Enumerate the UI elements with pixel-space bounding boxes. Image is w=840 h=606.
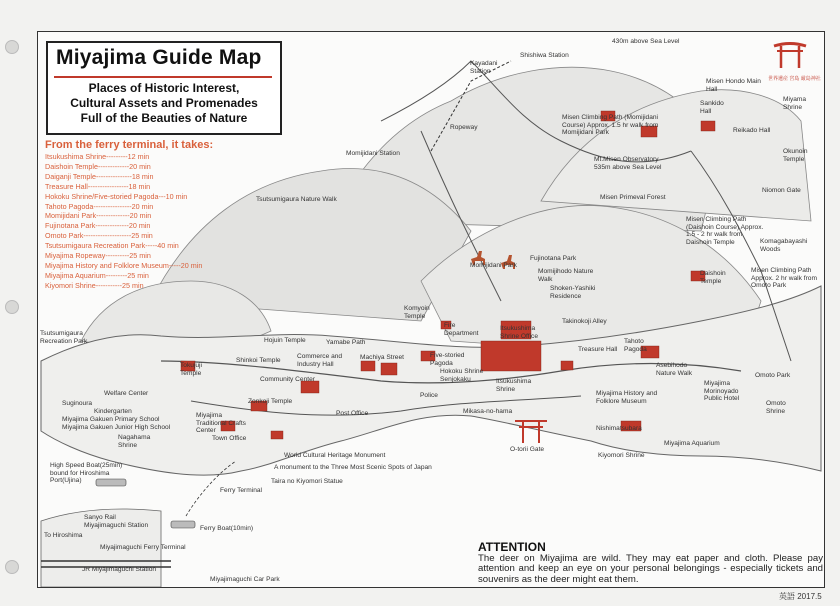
attention-heading: ATTENTION <box>478 540 546 554</box>
map-title-box <box>46 41 282 135</box>
label-nagahama: Nagahama Shrine <box>118 434 151 449</box>
label-tokuju: Tokujuji Temple <box>180 362 202 377</box>
label-suginoura: Suginoura <box>62 400 93 407</box>
label-observatory: Mt.Misen Observatory 535m above Sea Level <box>594 156 662 171</box>
travel-time-row: Daiganji Temple---------------18 min <box>45 171 154 181</box>
label-omoto-shrine: Omoto Shrine <box>766 400 786 415</box>
label-shishiiwa: Shishiwa Station <box>520 52 569 59</box>
label-machiya: Machiya Street <box>360 354 404 361</box>
label-sanyo-station: Sanyo Rail Miyajimaguchi Station <box>84 514 149 529</box>
map-title: Miyajima Guide Map <box>56 46 262 69</box>
label-momijidani-path: Misen Climbing Path (Momijidani Course) Approx. 1.5 hr walk from Momijidani Park <box>562 114 659 136</box>
travel-time-row: Fujinotana Park--------------20 min <box>45 221 151 231</box>
label-zonkoji: Zonkoji Temple <box>248 398 293 405</box>
torii-logo-icon <box>768 40 812 70</box>
label-museum: Miyajima History and Folklore Museum <box>596 390 658 405</box>
travel-time-row: Itsukushima Shrine---------12 min <box>45 152 150 161</box>
label-primeval-forest: Misen Primeval Forest <box>600 194 666 201</box>
travel-time-row: Momijidani Park--------------20 min <box>45 211 152 221</box>
label-five-storied: Five-storied Pagoda <box>430 352 465 367</box>
label-itsukushima: Itsukushima Shrine <box>496 378 532 393</box>
travel-time-row: Miyajima Aquarium---------25 min <box>45 270 149 280</box>
seal-text: 世界遺産 宮島 厳島神社 <box>768 76 821 82</box>
label-to-hiroshima: To Hiroshima <box>44 532 83 539</box>
label-tsutsumigaura-park: Tsutsumigaura Recreation Park <box>40 330 88 345</box>
travel-time-row: Miyajima History and Folklore Museum-----20 min <box>45 260 203 270</box>
label-community: Community Center <box>260 376 315 383</box>
label-hotel: Miyajima Morinoyado Public Hotel <box>704 380 740 402</box>
label-heritage: World Cultural Heritage Monument <box>284 452 386 459</box>
label-hojuin: Hojuin Temple <box>264 337 306 344</box>
label-mikasa: Mikasa-no-hama <box>463 408 513 415</box>
subtitle-line-3: Full of the Beauties of Nature <box>80 111 248 125</box>
label-momijidani-park: Momijidani Park <box>470 262 517 269</box>
label-schools: Miyajima Gakuen Primary School Miyajima Gakuen Junior High School <box>62 416 171 431</box>
label-okunoin: Okunoin Temple <box>783 148 808 163</box>
label-taira: Taira no Kiyomori Statue <box>271 478 343 485</box>
label-omoto-park: Omoto Park <box>755 372 791 379</box>
label-fire-dept: Fire Department <box>444 322 479 337</box>
label-scenic: A monument to the Three Most Scenic Spots of Japan <box>274 464 432 471</box>
label-momijihodo-walk: Momijihodo Nature Walk <box>538 268 594 283</box>
label-nishimatsubara: Nishimatsubara <box>596 425 642 432</box>
travel-times-list <box>45 139 235 291</box>
label-kindergarten: Kindergarten <box>94 408 132 415</box>
label-miyajimaguchi-ferry: Miyajimaguchi Ferry Terminal <box>100 544 186 551</box>
label-kiyomori: Kiyomori Shrine <box>598 452 645 459</box>
label-nature-walk: Tsutsumigaura Nature Walk <box>256 196 337 203</box>
label-takinokoji: Takinokoji Alley <box>562 318 607 325</box>
attention-notice <box>478 540 823 585</box>
subtitle-line-1: Places of Historic Interest, <box>88 81 240 95</box>
attention-body: The deer on Miyajima are wild. They may eat paper and cloth. Please pay attention and keep an eye on your personal belongings - especially tickets and souvenirs as the deer might eat them. <box>478 553 823 585</box>
label-shinkoi: Shinkoi Temple <box>236 357 281 364</box>
travel-time-row: Treasure Hall-----------------18 min <box>45 181 151 191</box>
label-treasure: Treasure Hall <box>578 346 618 353</box>
travel-times-heading: From the ferry terminal, it takes: <box>45 139 214 151</box>
label-welfare: Welfare Center <box>104 390 149 397</box>
label-asebihodo: Asebihodo Nature Walk <box>656 362 693 377</box>
label-miyama: Miyama Shrine <box>783 96 807 111</box>
label-reikado: Reikado Hall <box>733 127 771 134</box>
label-sankido: Sankido Hall <box>700 100 724 115</box>
label-police: Police <box>420 392 438 399</box>
label-commerce: Commerce and Industry Hall <box>297 353 343 368</box>
label-momijidani-station: Momijidani Station <box>346 150 400 157</box>
travel-time-row: Hokoku Shrine/Five-storied Pagoda---10 min <box>45 191 188 201</box>
page-note: 英語 2017.5 <box>779 592 822 601</box>
title-divider <box>54 76 272 78</box>
label-misen-hondo: Misen Hondo Main Hall <box>706 78 761 93</box>
label-car-park: Miyajimaguchi Car Park <box>210 576 280 583</box>
label-niomon: Niomon Gate <box>762 187 801 194</box>
label-tahoto: Tahoto Pagoda <box>624 338 647 353</box>
label-fujinotana: Fujinotana Park <box>530 255 577 262</box>
label-ropeway: Ropeway <box>450 124 478 131</box>
travel-time-row: Daishoin Temple-------------20 min <box>45 161 151 171</box>
subtitle-line-2: Cultural Assets and Promenades <box>70 96 258 110</box>
label-yamabe: Yamabe Path <box>326 339 366 346</box>
world-heritage-seal <box>768 40 821 82</box>
label-omoto-path: Misen Climbing Path Approx. 2 hr walk from Omoto Park <box>751 267 817 289</box>
binder-hole <box>5 560 19 574</box>
label-otorii: O-torii Gate <box>510 446 545 453</box>
label-shrine-office: Itsukushima Shrine Office <box>500 325 538 340</box>
travel-time-row: Miyajima Ropeway----------25 min <box>45 251 151 261</box>
label-hokoku: Hokoku Shrine <box>440 368 484 375</box>
label-kayadani: Kayadani Station <box>470 60 498 75</box>
label-senjokaku: Senjokaku <box>440 376 471 383</box>
label-jr-station: JR Miyajimaguchi Station <box>82 566 157 573</box>
label-ferry-terminal: Ferry Terminal <box>220 487 263 494</box>
label-post-office: Post Office <box>336 410 369 417</box>
travel-time-row: Tsutsumigaura Recreation Park-----40 min <box>45 241 179 251</box>
travel-time-row: Omoto Park--------------------25 min <box>45 231 153 241</box>
label-shoken: Shoken-Yashiki Residence <box>550 285 596 300</box>
label-summit: 430m above Sea Level <box>612 38 680 45</box>
travel-time-row: Tahoto Pagoda----------------20 min <box>45 201 154 211</box>
label-aquarium: Miyajima Aquarium <box>664 440 720 447</box>
label-komagabayashi: Komagabayashi Woods <box>760 238 808 253</box>
binder-hole <box>5 40 19 54</box>
travel-time-row: Kiyomori Shrine-----------25 min <box>45 280 144 290</box>
label-town-office: Town Office <box>212 435 247 442</box>
binder-hole <box>5 300 19 314</box>
label-crafts: Miyajima Traditional Crafts Center <box>196 412 246 434</box>
label-komyoin: Komyoin Temple <box>404 305 430 320</box>
label-speed-boat: High Speed Boat(25min) bound for Hiroshima Port(Ujina) <box>50 462 123 484</box>
label-daisho-path: Misen Climbing Path (Daishoin Course) Approx. 1.5 - 2 hr walk from Daishoin Temple <box>686 216 764 246</box>
label-ferry-boat: Ferry Boat(10min) <box>200 525 254 532</box>
label-daishoin: Daishoin Temple <box>700 270 726 285</box>
